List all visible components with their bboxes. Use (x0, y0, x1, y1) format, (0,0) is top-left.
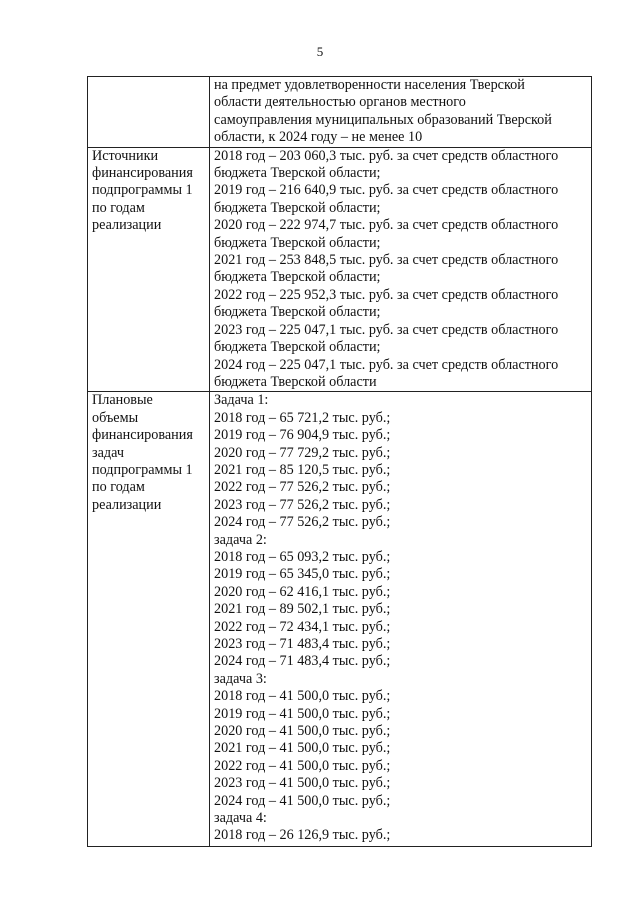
text-line: 2021 год – 89 502,1 тыс. руб.; (214, 601, 391, 618)
text-line: 2023 год – 41 500,0 тыс. руб.; (214, 775, 391, 792)
text-line: области, к 2024 году – не менее 10 (214, 129, 423, 146)
text-line: 2021 год – 253 848,5 тыс. руб. за счет средств областного (214, 252, 559, 269)
text-line: задач (92, 444, 124, 461)
text-line: по годам (92, 479, 145, 496)
text-line: финансирования (92, 165, 193, 182)
text-line: бюджета Тверской области; (214, 304, 381, 321)
text-line: бюджета Тверской области (214, 373, 377, 390)
text-line: задача 4: (214, 810, 267, 827)
text-line: по годам (92, 199, 145, 216)
text-line: 2024 год – 77 526,2 тыс. руб.; (214, 514, 391, 531)
table-row (88, 392, 592, 847)
table-row (88, 77, 592, 148)
text-line: Источники (92, 147, 159, 164)
text-line: задача 2: (214, 531, 267, 548)
text-line: 2018 год – 41 500,0 тыс. руб.; (214, 688, 391, 705)
text-line: задача 3: (214, 670, 267, 687)
text-line: объемы (92, 409, 139, 426)
page-number: 5 (316, 44, 324, 59)
text-line: 2022 год – 41 500,0 тыс. руб.; (214, 757, 391, 774)
label-cell (88, 77, 210, 148)
text-line: 2018 год – 26 126,9 тыс. руб.; (214, 827, 391, 844)
text-line: самоуправления муниципальных образований Тверской (214, 111, 552, 128)
text-line: 2018 год – 203 060,3 тыс. руб. за счет средств областного (214, 147, 559, 164)
text-line: бюджета Тверской области; (214, 339, 381, 356)
text-line: 2024 год – 225 047,1 тыс. руб. за счет средств областного (214, 356, 559, 373)
text-line: 2023 год – 225 047,1 тыс. руб. за счет средств областного (214, 321, 559, 338)
text-line: 2018 год – 65 093,2 тыс. руб.; (214, 548, 391, 565)
content-cell (210, 147, 592, 392)
text-line: на предмет удовлетворенности населения Тверской (214, 77, 525, 93)
text-line: 2023 год – 71 483,4 тыс. руб.; (214, 636, 391, 652)
text-line: 2020 год – 62 416,1 тыс. руб.; (214, 583, 391, 600)
text-line: бюджета Тверской области; (214, 234, 381, 251)
text-line: 2018 год – 65 721,2 тыс. руб.; (214, 409, 391, 426)
text-line: бюджета Тверской области; (214, 199, 381, 216)
table-row (88, 147, 592, 392)
text-line: бюджета Тверской области; (214, 269, 381, 286)
text-line: Плановые (92, 392, 153, 409)
content-cell (210, 392, 592, 847)
subprogram-table (87, 76, 592, 847)
text-line: Задача 1: (214, 392, 269, 409)
text-line: 2019 год – 76 904,9 тыс. руб.; (214, 427, 391, 444)
text-line: 2019 год – 65 345,0 тыс. руб.; (214, 566, 391, 583)
text-line: 2023 год – 77 526,2 тыс. руб.; (214, 496, 391, 513)
text-line: 2020 год – 77 729,2 тыс. руб.; (214, 444, 391, 461)
text-line: 2022 год – 77 526,2 тыс. руб.; (214, 479, 391, 496)
text-line: 2019 год – 41 500,0 тыс. руб.; (214, 705, 391, 722)
text-line: реализации (92, 496, 162, 513)
text-line: финансирования (92, 427, 193, 444)
text-line: бюджета Тверской области; (214, 165, 381, 182)
text-line: реализации (92, 217, 162, 234)
text-line: 2024 год – 41 500,0 тыс. руб.; (214, 792, 391, 809)
text-line: подпрограммы 1 (92, 182, 193, 199)
text-line: 2024 год – 71 483,4 тыс. руб.; (214, 653, 391, 670)
text-line: области деятельностью органов местного (214, 94, 466, 111)
text-line: 2020 год – 41 500,0 тыс. руб.; (214, 723, 391, 740)
content-cell (210, 77, 592, 148)
text-line: подпрограммы 1 (92, 461, 193, 478)
text-line: 2022 год – 72 434,1 тыс. руб.; (214, 618, 391, 635)
text-line: 2021 год – 85 120,5 тыс. руб.; (214, 461, 391, 478)
label-cell (88, 147, 210, 392)
text-line: 2022 год – 225 952,3 тыс. руб. за счет средств областного (214, 286, 559, 303)
label-cell (88, 392, 210, 847)
text-line: 2020 год – 222 974,7 тыс. руб. за счет средств областного (214, 217, 559, 234)
text-line: 2021 год – 41 500,0 тыс. руб.; (214, 740, 391, 757)
text-line: 2019 год – 216 640,9 тыс. руб. за счет средств областного (214, 182, 559, 199)
